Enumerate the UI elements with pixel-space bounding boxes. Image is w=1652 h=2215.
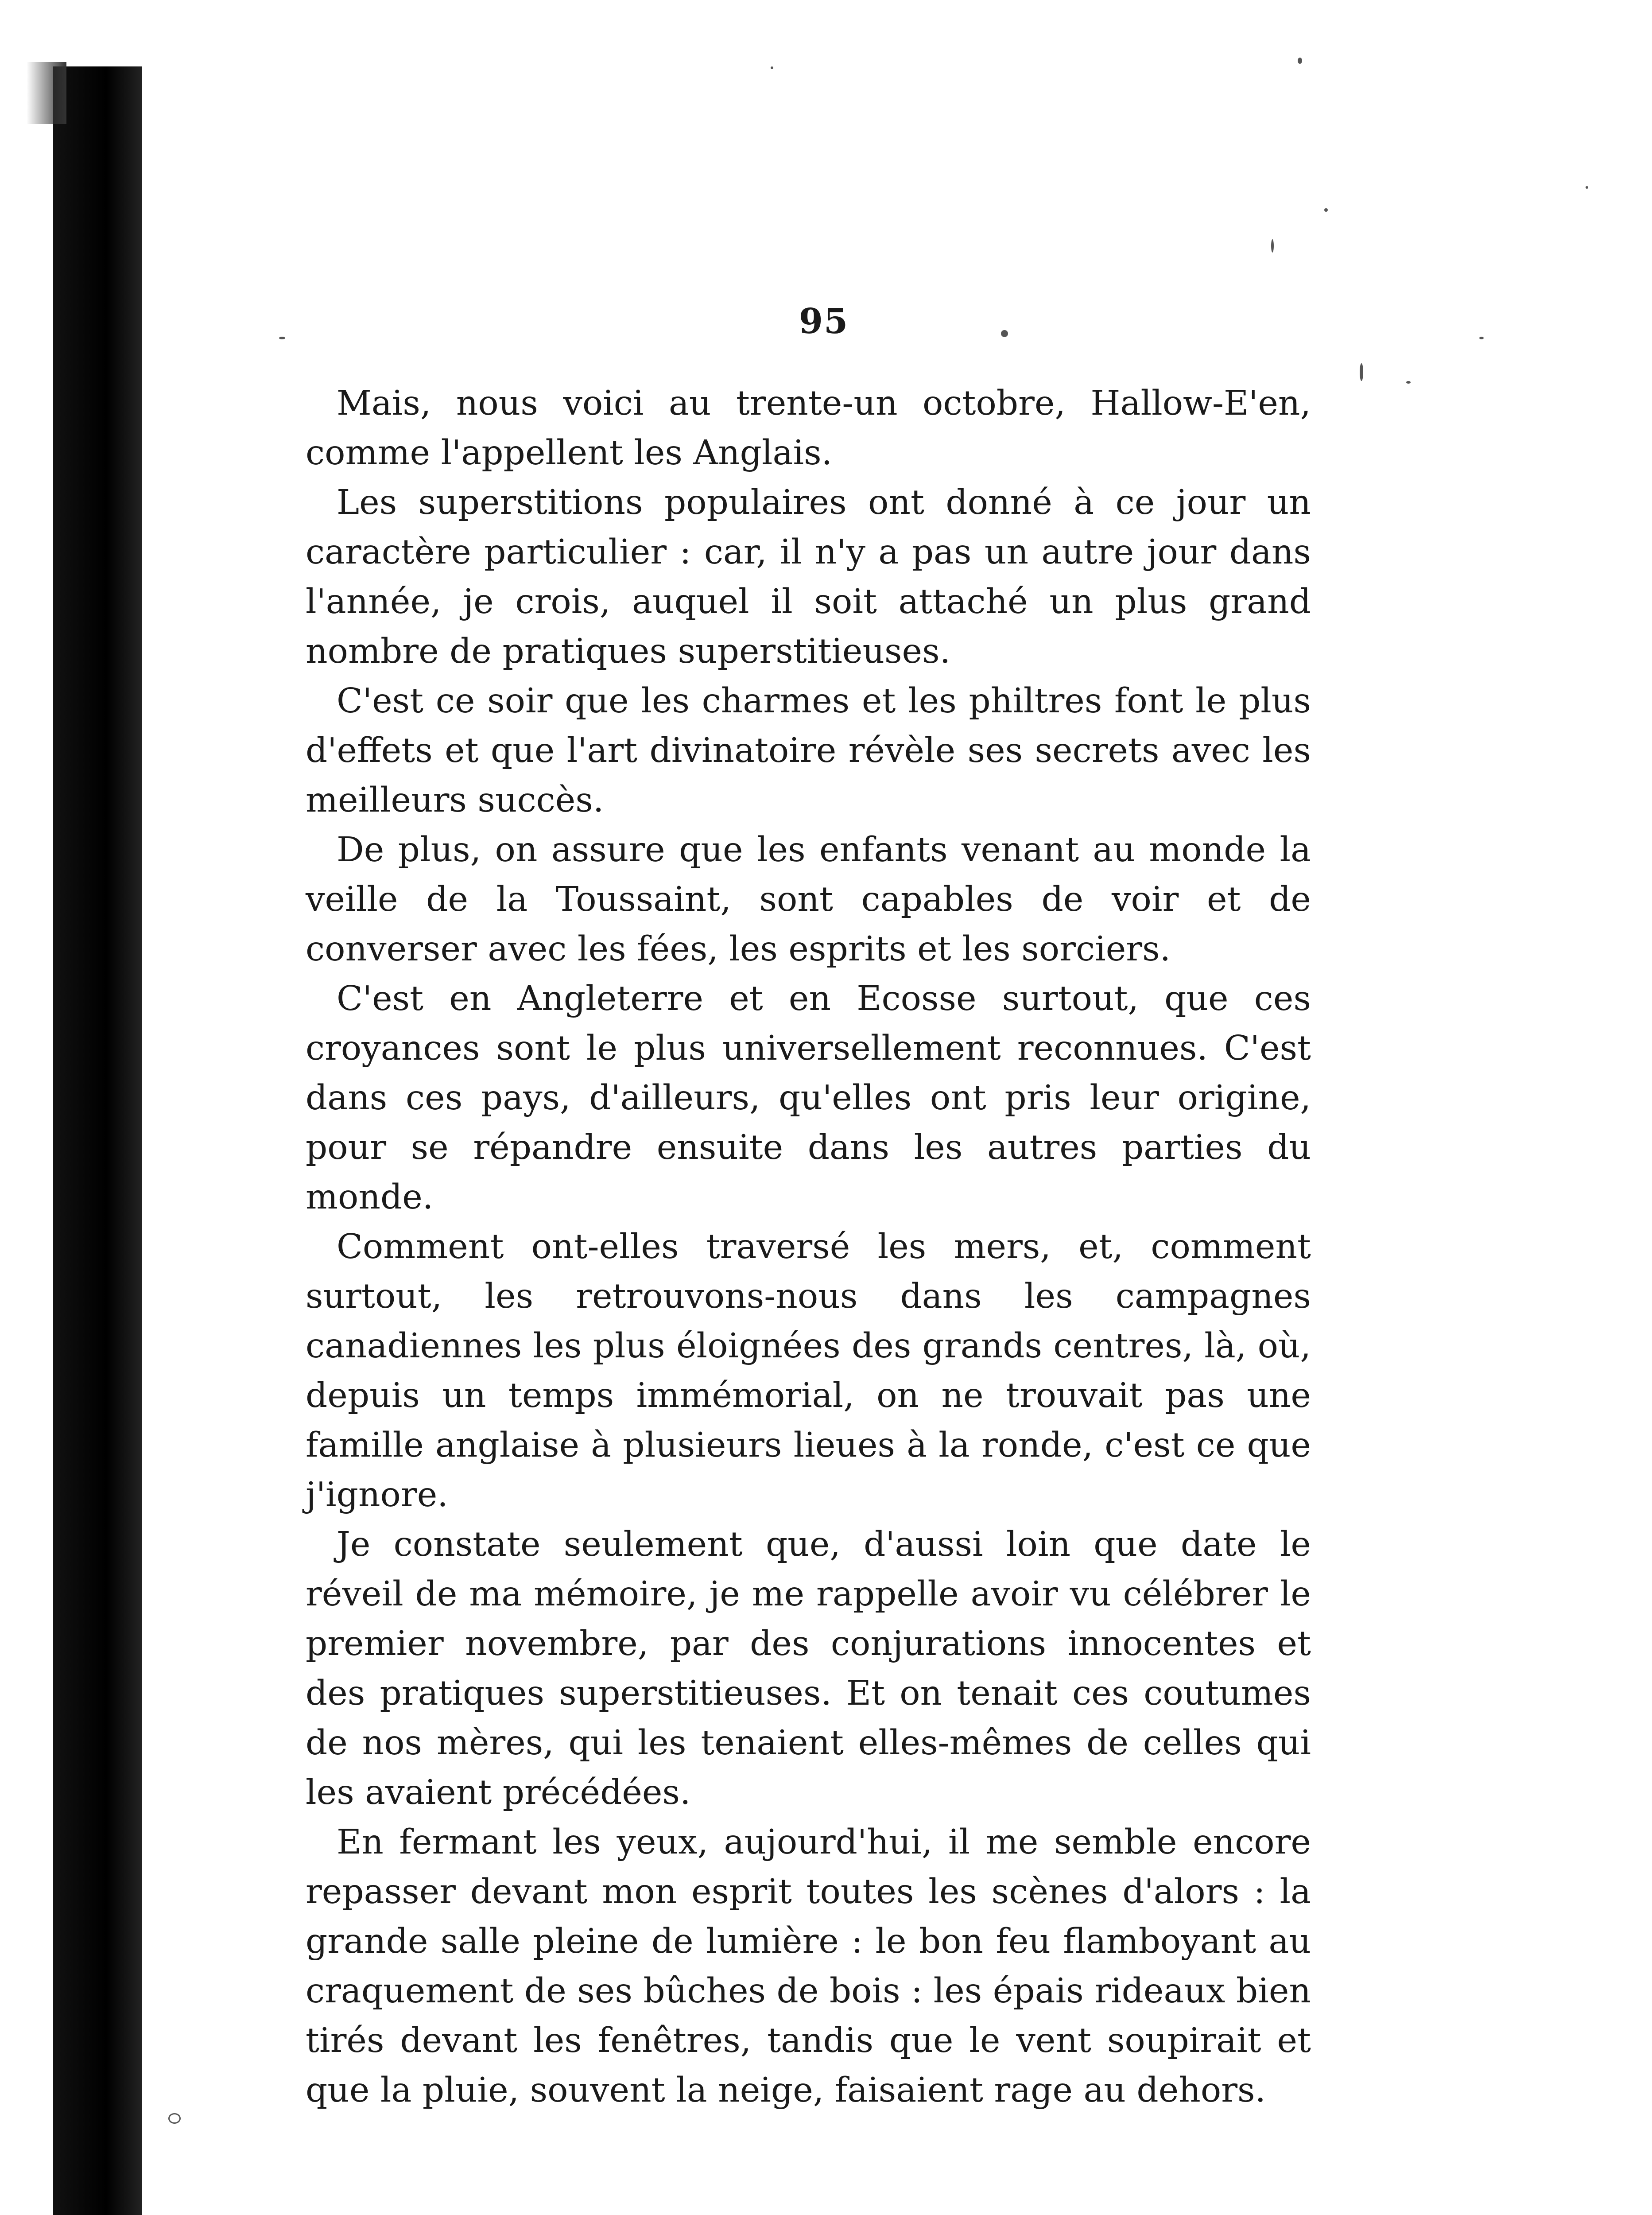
scan-speck xyxy=(1298,58,1302,64)
scan-speck xyxy=(771,66,773,69)
scan-speck xyxy=(1586,186,1588,189)
binding-ragged-edge xyxy=(27,62,66,124)
paragraph: Mais, nous voici au trente-un octobre, Hallow-E'en, comme l'appellent les Anglais. xyxy=(306,384,1311,473)
paragraph: Comment ont-elles traversé les mers, et, comment surtout, les retrouvons-nous dans les campagnes canadiennes les plus éloignées des grands centres, là, où, depuis un temps immémorial, on ne trouvait pas une famille anglaise à plusieurs lieues à la ronde, c'est ce que j'ignore. xyxy=(306,1227,1311,1515)
paragraph: Je constate seulement que, d'aussi loin que date le réveil de ma mémoire, je me rappelle avoir vu célébrer le premier novembre, par des conjurations innocentes et des pratiques superstitieuses. Et on tenait ces coutumes de nos mères, qui les tenaient elles-mêmes de celles qui les avaient précédées. xyxy=(306,1525,1311,1812)
scan-speck xyxy=(1360,363,1363,381)
binding-edge-shadow xyxy=(53,66,142,2215)
scan-speck xyxy=(1271,239,1274,253)
body-text xyxy=(306,379,1311,2115)
scan-speck xyxy=(1406,381,1411,384)
paragraph: En fermant les yeux, aujourd'hui, il me semble encore repasser devant mon esprit toutes les scènes d'alors : la grande salle pleine de lumière : le bon feu flamboyant au craquement de ses bûches de bois : les épais rideaux bien tirés devant les fenêtres, tandis que le vent soupirait et que la pluie, souvent la neige, faisaient rage au dehors. xyxy=(306,1823,1311,2110)
scan-speck xyxy=(1324,208,1328,212)
scan-speck xyxy=(168,2113,181,2124)
scan-speck xyxy=(279,337,285,339)
paragraph: De plus, on assure que les enfants venant au monde la veille de la Toussaint, sont capables de voir et de converser avec les fées, les esprits et les sorciers. xyxy=(306,830,1311,969)
page-number: 95 xyxy=(799,301,849,342)
scan-speck xyxy=(1479,337,1484,339)
paragraph: C'est ce soir que les charmes et les philtres font le plus d'effets et que l'art divinatoire révèle ses secrets avec les meilleurs succès. xyxy=(306,681,1311,820)
paragraph: Les superstitions populaires ont donné à ce jour un caractère particulier : car, il n'y a pas un autre jour dans l'année, je crois, auquel il soit attaché un plus grand nombre de pratiques superstitieuses. xyxy=(306,483,1311,671)
paragraph: C'est en Angleterre et en Ecosse surtout, que ces croyances sont le plus universellement reconnues. C'est dans ces pays, d'ailleurs, qu'elles ont pris leur origine, pour se répandre ensuite dans les autres parties du monde. xyxy=(306,979,1311,1217)
scan-speck xyxy=(1001,330,1008,337)
